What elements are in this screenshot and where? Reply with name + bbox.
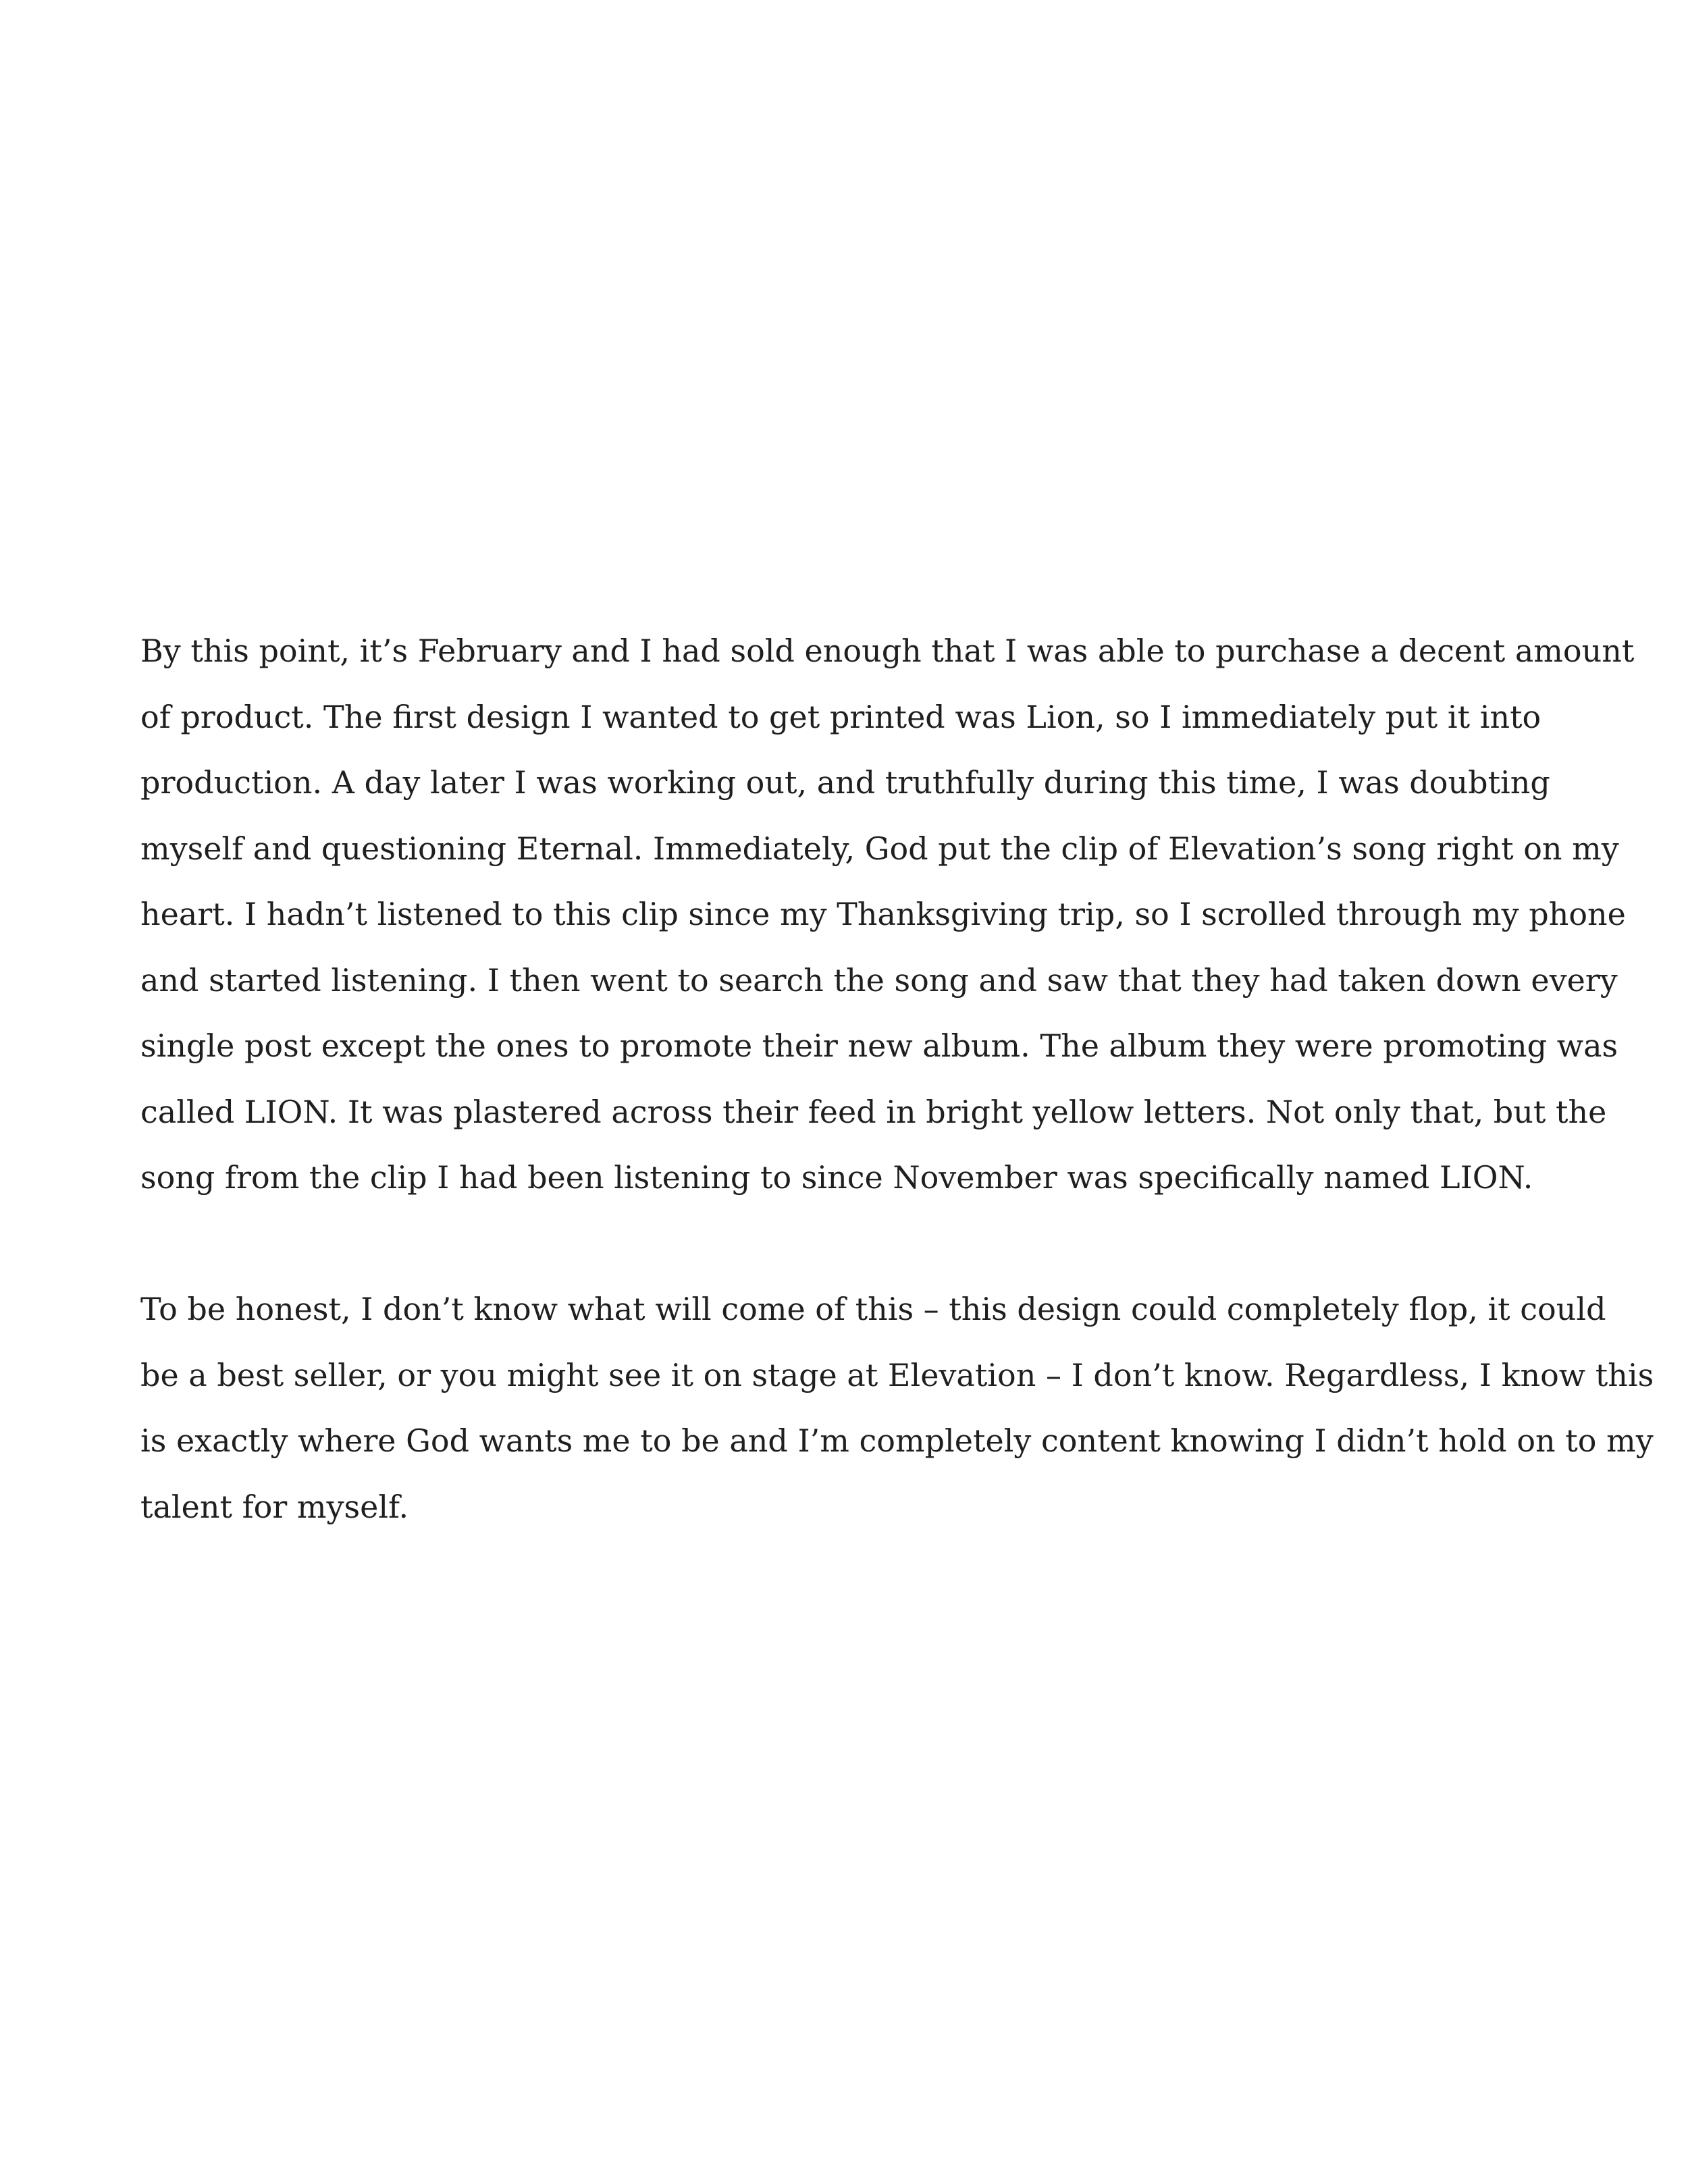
text-line: single post except the ones to promote their new album. The album they were promoting was <box>140 1028 1618 1064</box>
text-line: heart. I hadn’t listened to this clip since my Thanksgiving trip, so I scrolled through my phone <box>140 896 1626 932</box>
paragraph-1 <box>140 618 1635 1211</box>
text-line: To be honest, I don’t know what will come of this – this design could completely flop, it could <box>140 1291 1606 1327</box>
text-line: of product. The first design I wanted to get printed was Lion, so I immediately put it into <box>140 698 1541 735</box>
text-line: talent for myself. <box>140 1488 409 1525</box>
body-text <box>140 618 1654 1540</box>
text-line: myself and questioning Eternal. Immediately, God put the clip of Elevation’s song right on my <box>140 830 1619 867</box>
text-line: song from the clip I had been listening to since November was specifically named LION. <box>140 1159 1533 1196</box>
text-line: By this point, it’s February and I had sold enough that I was able to purchase a decent amount <box>140 633 1635 669</box>
text-line: production. A day later I was working out, and truthfully during this time, I was doubting <box>140 764 1550 801</box>
text-line: called LION. It was plastered across their feed in bright yellow letters. Not only that, but the <box>140 1093 1607 1130</box>
text-line: be a best seller, or you might see it on stage at Elevation – I don’t know. Regardless, I know this <box>140 1356 1654 1393</box>
text-line: and started listening. I then went to search the song and saw that they had taken down every <box>140 961 1618 998</box>
paragraph-2 <box>140 1277 1654 1540</box>
text-line: is exactly where God wants me to be and I’m completely content knowing I didn’t hold on to my <box>140 1422 1654 1459</box>
